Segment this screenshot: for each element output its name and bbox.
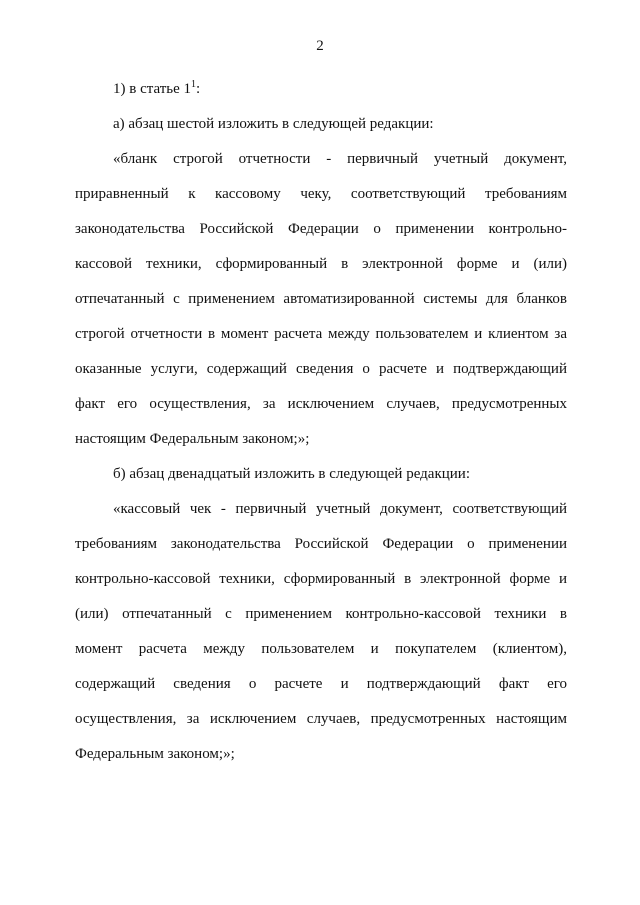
quote1-line-9: настоящим Федеральным законом;»; (75, 431, 310, 447)
quote2-line-2: требованиям законодательства Российской Федерации о применении (75, 536, 567, 552)
quote2-line-1: «кассовый чек - первичный учетный документ, соответствующий (113, 501, 567, 517)
item-1-prefix: 1) в статье 1 (113, 81, 192, 97)
quote1-line-8: факт его осуществления, за исключением случаев, предусмотренных (75, 396, 567, 412)
quote2-line-8: Федеральным законом;»; (75, 746, 235, 762)
item-1-superscript: 1 (191, 79, 197, 90)
quote1-line-5: отпечатанный с применением автоматизированной системы для бланков (75, 291, 567, 307)
quote2-line-4: (или) отпечатанный с применением контрольно-кассовой техники в (75, 606, 567, 622)
page-number: 2 (316, 38, 324, 54)
quote1-line-4: кассовой техники, сформированный в электронной форме и (или) (75, 256, 567, 272)
quote1-line-1: «бланк строгой отчетности - первичный учетный документ, (113, 151, 567, 167)
subitem-b: б) абзац двенадцатый изложить в следующей редакции: (113, 466, 470, 482)
subitem-a: а) абзац шестой изложить в следующей редакции: (113, 116, 434, 132)
quote2-line-3: контрольно-кассовой техники, сформированный в электронной форме и (75, 571, 567, 587)
quote2-line-6: содержащий сведения о расчете и подтверждающий факт его (75, 676, 567, 692)
quote1-line-6: строгой отчетности в момент расчета между пользователем и клиентом за (75, 326, 567, 342)
item-1-suffix: : (196, 81, 201, 97)
quote1-line-3: законодательства Российской Федерации о применении контрольно- (75, 221, 567, 237)
quote1-line-2: приравненный к кассовому чеку, соответствующий требованиям (75, 186, 567, 202)
item-1-heading (113, 79, 200, 99)
quote2-line-7: осуществления, за исключением случаев, предусмотренных настоящим (75, 711, 567, 727)
quote1-line-7: оказанные услуги, содержащий сведения о расчете и подтверждающий (75, 361, 567, 377)
quote2-line-5: момент расчета между пользователем и покупателем (клиентом), (75, 641, 567, 657)
